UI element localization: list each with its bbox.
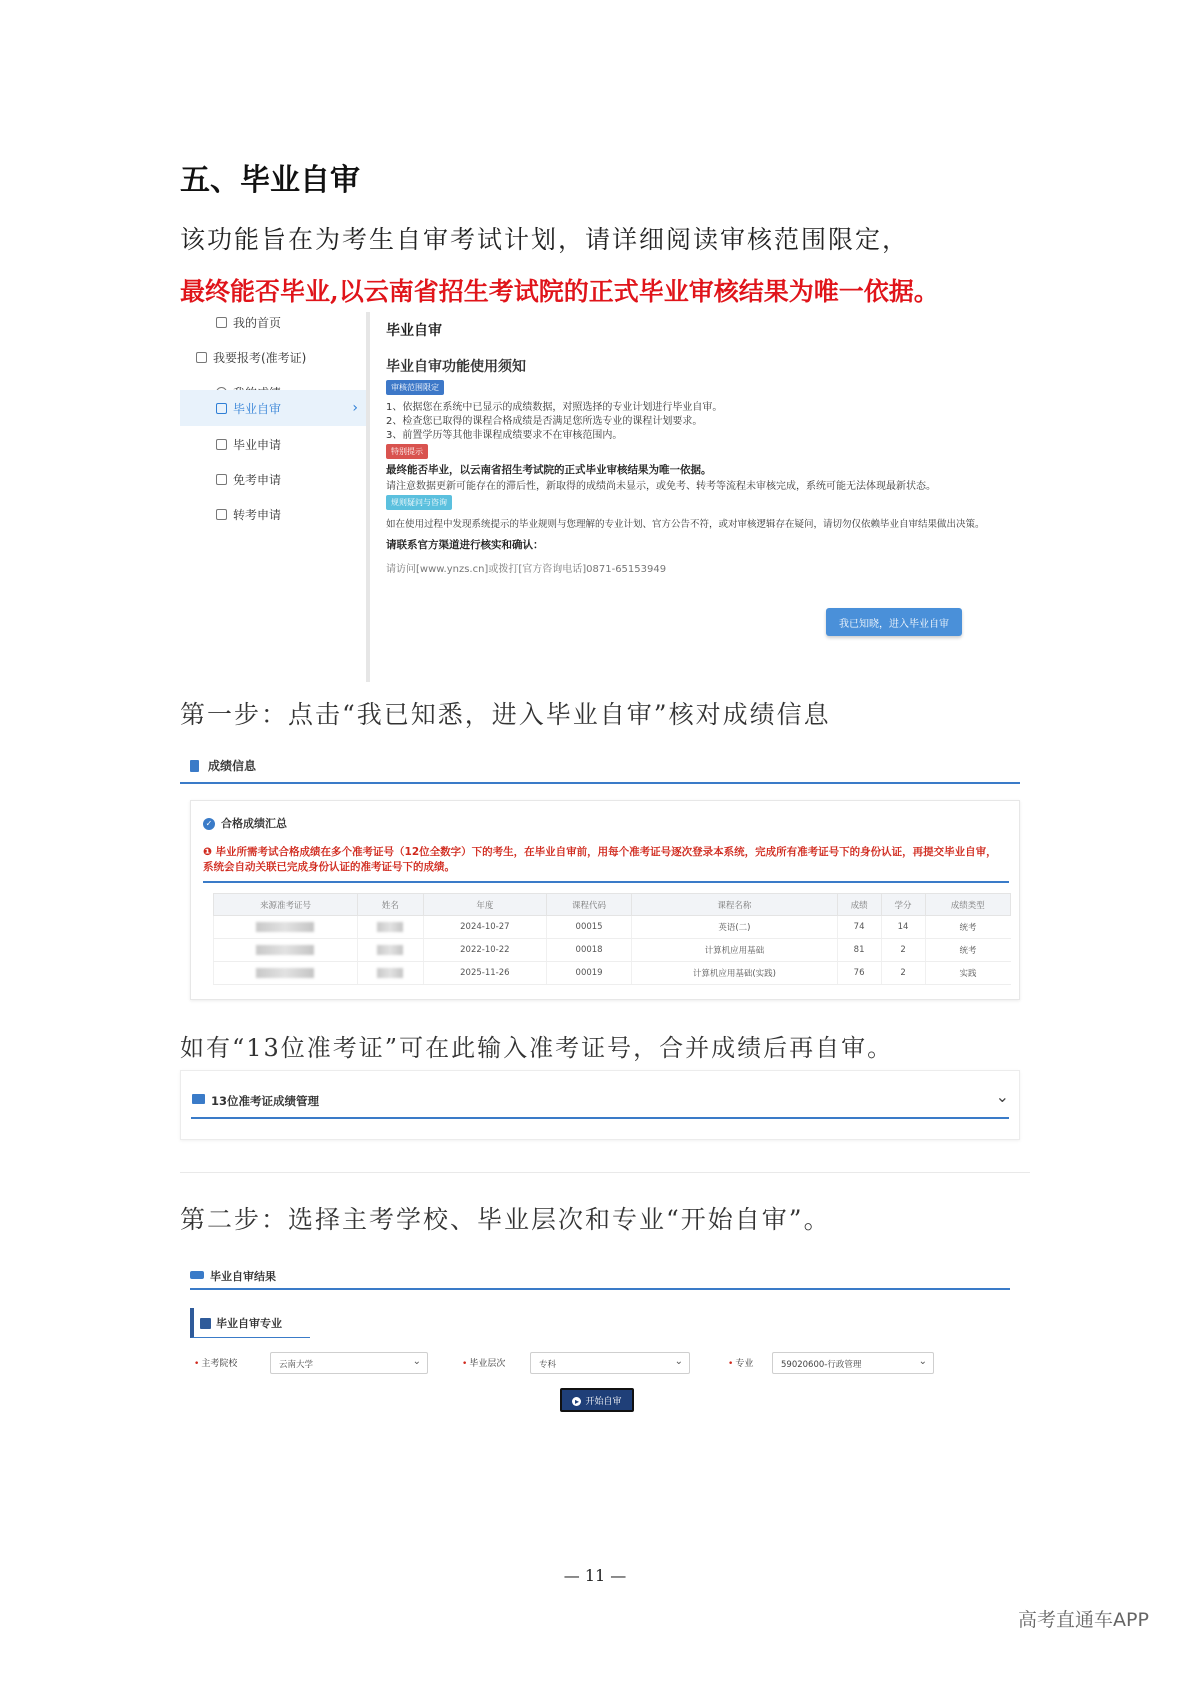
scope-line: 3、前置学历等其他非课程成绩要求不在审核范围内。: [386, 430, 623, 441]
school-select[interactable]: [270, 1352, 428, 1374]
scope-line: 1、依据您在系统中已显示的成绩数据，对照选择的专业计划进行毕业自审。: [386, 402, 723, 413]
major-label: • 专业: [728, 1359, 754, 1369]
notice-screenshot: [180, 312, 1040, 682]
sidebar-item-label: 我的首页: [233, 315, 282, 330]
divider: [180, 1172, 1030, 1173]
review-section-title: 毕业自审结果: [210, 1270, 276, 1283]
cell-course: 英语(二): [632, 916, 837, 939]
col-source-id: 来源准考证号: [214, 894, 358, 916]
panel13[interactable]: [180, 1070, 1020, 1140]
cell-course: 计算机应用基础: [632, 939, 837, 962]
table-header-row: [214, 894, 1011, 916]
sidebar-item-label: 转考申请: [233, 507, 282, 522]
sidebar-item-label: 我要报考(准考证): [213, 350, 307, 365]
sidebar-divider: [366, 312, 370, 682]
special-bold: 最终能否毕业，以云南省招生考试院的正式毕业审核结果为唯一依据。: [386, 464, 712, 476]
major-title: 毕业自审专业: [216, 1317, 282, 1330]
cell-type: 统考: [925, 939, 1011, 962]
scores-section-title: 成绩信息: [208, 759, 257, 773]
level-label: • 毕业层次: [462, 1359, 506, 1369]
contact-text: 请访问[www.ynzs.cn]或拨打[官方咨询电话]0871-65153949: [386, 564, 667, 575]
sidebar-item-register[interactable]: [180, 339, 368, 375]
chevron-down-icon: ⌄: [412, 1356, 421, 1367]
chevron-down-icon: ⌄: [918, 1356, 927, 1367]
red-note: 最终能否毕业,以云南省招生考试院的正式毕业审核结果为唯一依据。: [180, 277, 939, 306]
panel13-label: 13位准考证成绩管理: [211, 1094, 320, 1108]
query-text: 如在使用过程中发现系统提示的毕业规则与您理解的专业计划、官方公告不符，或对审核逻辑存在疑问，请切勿仅依赖毕业自审结果做出决策。: [386, 519, 985, 530]
level-value: 专科: [539, 1360, 557, 1370]
redacted-name: [357, 939, 423, 962]
sidebar-item-home[interactable]: [180, 304, 368, 340]
col-credit: 学分: [881, 894, 925, 916]
major-header: [190, 1308, 310, 1338]
id-card-icon: [192, 1094, 205, 1104]
tag-scope: 审核范围限定: [386, 380, 444, 395]
cell-code: 00019: [546, 962, 631, 985]
panel13-divider: [191, 1117, 1009, 1119]
chevron-down-icon[interactable]: ⌄: [995, 1087, 1009, 1106]
table-row: [214, 916, 1011, 939]
major-value: 59020600-行政管理: [781, 1360, 862, 1370]
sidebar-item-transfer[interactable]: [180, 496, 368, 532]
cell-score: 74: [837, 916, 881, 939]
scores-table: [213, 893, 1011, 985]
ticket-icon: [196, 352, 207, 363]
redacted-id: [214, 939, 358, 962]
col-name: 姓名: [357, 894, 423, 916]
page-number: — 11 —: [563, 1566, 627, 1585]
home-icon: [216, 317, 227, 328]
info-icon: ❶: [203, 846, 216, 858]
col-year: 年度: [423, 894, 546, 916]
level-select[interactable]: [530, 1352, 690, 1374]
graduation-cap-icon: [190, 1271, 204, 1279]
cell-score: 76: [837, 962, 881, 985]
cell-code: 00018: [546, 939, 631, 962]
col-code: 课程代码: [546, 894, 631, 916]
transfer-icon: [216, 509, 227, 520]
tag-special: 特别提示: [386, 444, 428, 459]
scope-line: 2、检查您已取得的课程合格成绩是否满足您所选专业的课程计划要求。: [386, 416, 703, 427]
cell-score: 81: [837, 939, 881, 962]
start-review-button[interactable]: [560, 1388, 634, 1412]
document-icon: [190, 760, 199, 772]
review-screenshot: [180, 1260, 1030, 1410]
start-review-label: 开始自审: [585, 1396, 622, 1407]
cell-type: 统考: [925, 916, 1011, 939]
section-title: 五、毕业自审: [180, 163, 360, 198]
review-section-header: [190, 1260, 1010, 1290]
intro-text: 该功能旨在为考生自审考试计划，请详细阅读审核范围限定，: [180, 225, 910, 254]
cell-course: 计算机应用基础(实践): [632, 962, 837, 985]
contact-bold: 请联系官方渠道进行核实和确认：: [386, 539, 544, 551]
enter-self-review-button[interactable]: 我已知晓，进入毕业自审: [826, 608, 962, 636]
exemption-icon: [216, 474, 227, 485]
scores-section-header: [180, 748, 1020, 784]
card-title-text: 合格成绩汇总: [221, 817, 287, 830]
cell-year: 2025-11-26: [423, 962, 546, 985]
col-type: 成绩类型: [925, 894, 1011, 916]
cell-year: 2024-10-27: [423, 916, 546, 939]
notice-page-title: 毕业自审: [386, 323, 442, 339]
document-icon: [216, 439, 227, 450]
card-title: [203, 815, 287, 831]
chevron-right-icon: ›: [352, 400, 358, 416]
warning-divider: [203, 881, 1009, 883]
book-icon: [200, 1318, 211, 1329]
sidebar-item-exemption[interactable]: [180, 461, 368, 497]
step1-text: 第一步：点击“我已知悉，进入毕业自审”核对成绩信息: [180, 700, 831, 729]
redacted-name: [357, 962, 423, 985]
review-icon: [216, 403, 227, 414]
cell-credit: 14: [881, 916, 925, 939]
redacted-name: [357, 916, 423, 939]
sidebar-item-label: 毕业自审: [233, 401, 282, 416]
warning-text: [203, 845, 1003, 875]
school-label: • 主考院校: [194, 1359, 238, 1369]
step2-text: 第二步：选择主考学校、毕业层次和专业“开始自审”。: [180, 1205, 831, 1234]
note13-text: 如有“13位准考证”可在此输入准考证号，合并成绩后再自审。: [180, 1034, 894, 1062]
warning-body: 毕业所需考试合格成绩在多个准考证号（12位全数字）下的考生，在毕业自审前，用每个准考证号逐次登录本系统，完成所有准考证号下的身份认证，再提交毕业自审，系统会自动关联已完成身份认证的准考证号下的成绩。: [203, 846, 997, 873]
sidebar-item-label: 毕业申请: [233, 437, 282, 452]
play-icon: ▸: [572, 1397, 581, 1406]
sidebar-item-graduation-apply[interactable]: [180, 426, 368, 462]
notice-subtitle: 毕业自审功能使用须知: [386, 359, 526, 375]
cell-credit: 2: [881, 939, 925, 962]
sidebar: [180, 312, 368, 682]
school-label-text: 主考院校: [201, 1359, 238, 1369]
col-score: 成绩: [837, 894, 881, 916]
cell-year: 2022-10-22: [423, 939, 546, 962]
scores-screenshot: [180, 748, 1030, 1000]
table-row: [214, 939, 1011, 962]
check-circle-icon: ✓: [203, 818, 215, 830]
tag-query: 规则疑问与咨询: [386, 495, 452, 510]
school-value: 云南大学: [279, 1360, 314, 1370]
special-text: 请注意数据更新可能存在的滞后性，新取得的成绩尚未显示，或免考、转考等流程未审核完成，系统可能无法体现最新状态。: [386, 481, 936, 492]
table-row: [214, 962, 1011, 985]
cell-credit: 2: [881, 962, 925, 985]
sidebar-item-self-review[interactable]: [180, 390, 368, 426]
redacted-id: [214, 962, 358, 985]
cell-type: 实践: [925, 962, 1011, 985]
major-label-text: 专业: [735, 1359, 754, 1369]
cell-code: 00015: [546, 916, 631, 939]
watermark: 高考直通车APP: [1018, 1609, 1149, 1631]
sidebar-item-label: 免考申请: [233, 472, 282, 487]
level-label-text: 毕业层次: [469, 1359, 506, 1369]
chevron-down-icon: ⌄: [674, 1356, 683, 1367]
scores-card: [190, 800, 1020, 1000]
col-course: 课程名称: [632, 894, 837, 916]
redacted-id: [214, 916, 358, 939]
major-select[interactable]: [772, 1352, 934, 1374]
